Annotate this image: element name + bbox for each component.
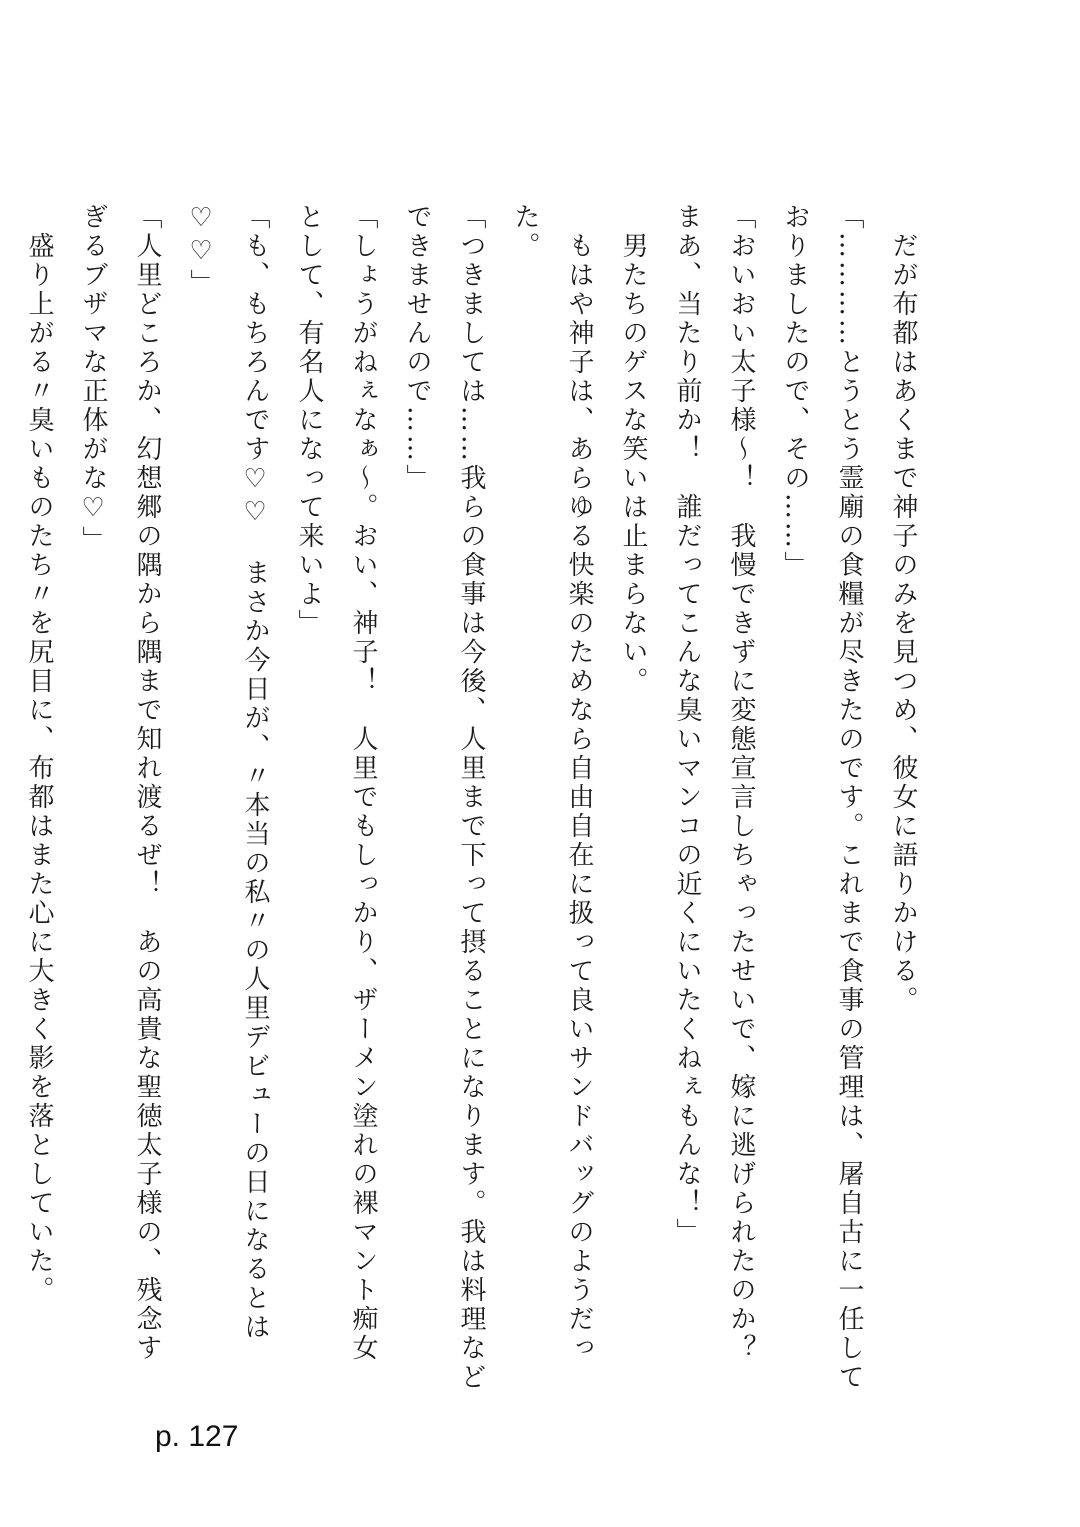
text-line-14: ぎるブザマな正体がな♡」 xyxy=(78,203,108,555)
text-line-11: として、有名人になって来いよ」 xyxy=(294,203,324,638)
text-line-7: もはや神子は、あらゆる快楽のためなら自由自在に扱って良いサンドバッグのようだった。 xyxy=(510,203,594,1363)
page-number: p. 127 xyxy=(155,1420,239,1453)
text-line-4: 「おいおい太子様〜！ 我慢できずに変態宣言しちゃったせいで、嫁に逃げられたのか？ xyxy=(726,203,756,1363)
text-line-13: 「人里どころか、幻想郷の隅から隅まで知れ渡るぜ！ あの高貴な聖徳太子様の、残念す xyxy=(132,203,162,1363)
text-line-8: 「つきましては……我らの食事は今後、人里まで下って摂ることになります。我は料理など xyxy=(456,203,486,1392)
text-line-12: 「も、もちろんです♡♡ まさか今日が、〃本当の私〃の人里デビューの日になるとは♡♡」 xyxy=(186,203,270,1342)
text-line-9: できませんので……」 xyxy=(402,203,432,493)
vertical-text-body xyxy=(24,203,930,1403)
text-line-15: 盛り上がる〃臭いものたち〃を尻目に、布都はまた心に大きく影を落としていた。 xyxy=(24,203,54,1305)
text-line-6: 男たちのゲスな笑いは止まらない。 xyxy=(618,203,648,696)
text-line-10: 「しょうがねぇなぁ〜。おい、神子！ 人里でもしっかり、ザーメン塗れの裸マント痴女 xyxy=(348,203,378,1363)
text-line-2: 「…………とうとう霊廟の食糧が尽きたのです。これまで食事の管理は、屠自古に一任して xyxy=(834,203,864,1392)
text-line-1: だが布都はあくまで神子のみを見つめ、彼女に語りかける。 xyxy=(888,203,918,1015)
text-line-5: まあ、当たり前か！ 誰だってこんな臭いマンコの近くにいたくねぇもんな！」 xyxy=(672,203,702,1247)
text-line-3: おりましたので、その……」 xyxy=(780,203,810,580)
text-line-16 xyxy=(0,203,12,1403)
